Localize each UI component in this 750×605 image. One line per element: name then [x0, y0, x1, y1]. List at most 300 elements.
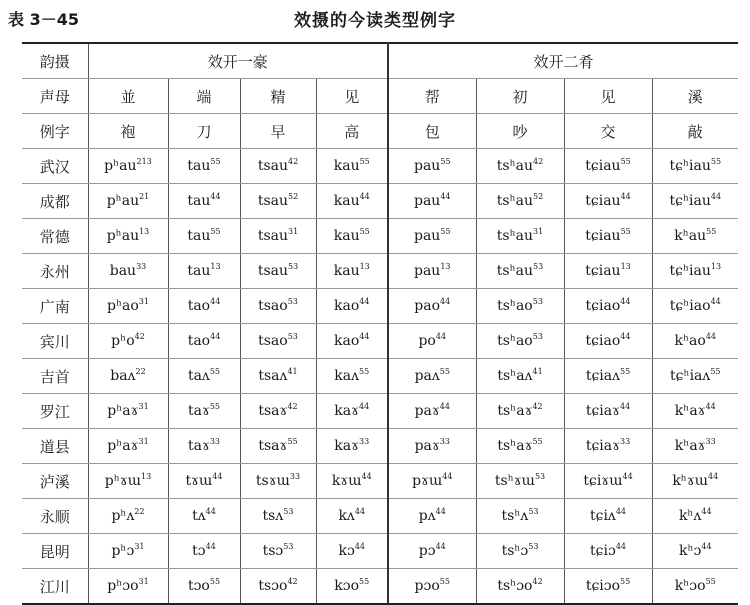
- place-name-cell: 宾川: [22, 324, 88, 359]
- example-char-cell: 高: [316, 114, 388, 149]
- tone-value: 53: [283, 507, 294, 516]
- reading-cell: [388, 359, 476, 394]
- reading-syllable: pau: [414, 228, 441, 244]
- reading-syllable: pʰau: [106, 228, 140, 244]
- header-row-initial: [22, 79, 738, 114]
- reading-cell: [168, 359, 240, 394]
- tone-value: 44: [205, 542, 216, 551]
- reading-cell: [168, 394, 240, 429]
- reading-syllable: kaʌ: [334, 368, 360, 384]
- reading-cell: [240, 569, 316, 605]
- reading-cell: [476, 149, 564, 184]
- reading-cell: [652, 569, 738, 605]
- tone-value: 55: [439, 367, 450, 376]
- reading-cell: [168, 464, 240, 499]
- example-char-cell: 交: [564, 114, 652, 149]
- tone-value: 55: [359, 227, 370, 236]
- reading-syllable: tsaɤ: [258, 438, 288, 454]
- place-name-cell: 罗江: [22, 394, 88, 429]
- tone-value: 33: [439, 437, 450, 446]
- reading-cell: [316, 429, 388, 464]
- reading-syllable: pɔo: [414, 578, 440, 594]
- reading-cell: [652, 289, 738, 324]
- group-header-2: 效开二肴: [388, 43, 738, 79]
- reading-syllable: kau: [333, 193, 360, 209]
- example-char-cell: 早: [240, 114, 316, 149]
- reading-syllable: kʰau: [674, 228, 707, 244]
- place-name-cell: 昆明: [22, 534, 88, 569]
- reading-cell: [652, 254, 738, 289]
- tone-value: 31: [138, 402, 149, 411]
- reading-cell: [168, 184, 240, 219]
- reading-syllable: pʰau: [106, 193, 140, 209]
- example-char-cell: 吵: [476, 114, 564, 149]
- reading-cell: [168, 324, 240, 359]
- reading-cell: [476, 219, 564, 254]
- reading-cell: [88, 499, 168, 534]
- tone-value: 31: [533, 227, 544, 236]
- reading-syllable: pʰaɤ: [107, 438, 139, 454]
- reading-syllable: tsʰau: [496, 263, 534, 279]
- tone-value: 13: [139, 227, 150, 236]
- reading-cell: [240, 429, 316, 464]
- reading-syllable: tɕiao: [585, 333, 621, 349]
- reading-cell: [564, 289, 652, 324]
- reading-syllable: kʌ: [338, 508, 355, 524]
- reading-cell: [564, 569, 652, 605]
- tone-value: 42: [134, 332, 145, 341]
- reading-cell: [564, 149, 652, 184]
- tone-value: 13: [440, 262, 451, 271]
- reading-cell: [88, 429, 168, 464]
- tone-value: 44: [701, 542, 712, 551]
- tone-value: 55: [620, 577, 631, 586]
- reading-cell: [316, 499, 388, 534]
- reading-syllable: kaɤ: [334, 403, 360, 419]
- table-row: [22, 324, 738, 359]
- reading-syllable: kaɤ: [334, 438, 360, 454]
- reading-syllable: tʌ: [192, 508, 206, 524]
- reading-cell: [240, 219, 316, 254]
- tone-value: 44: [361, 472, 372, 481]
- reading-syllable: tɕiaɤ: [585, 403, 621, 419]
- tone-value: 53: [283, 542, 294, 551]
- reading-cell: [240, 254, 316, 289]
- tone-value: 55: [209, 402, 221, 411]
- reading-syllable: tsao: [258, 298, 288, 314]
- tone-value: 42: [288, 157, 299, 166]
- table-title: 效摄的今读类型例字: [294, 11, 456, 31]
- tone-value: 41: [532, 367, 543, 376]
- reading-cell: [476, 324, 564, 359]
- reading-cell: [316, 359, 388, 394]
- reading-cell: [476, 534, 564, 569]
- tone-value: 55: [440, 227, 451, 236]
- tone-value: 33: [209, 437, 221, 446]
- tone-value: 53: [528, 542, 539, 551]
- tone-value: 53: [534, 472, 546, 481]
- initial-cell: 端: [168, 79, 240, 114]
- tone-value: 44: [210, 192, 221, 201]
- reading-cell: [316, 464, 388, 499]
- tone-value: 42: [287, 577, 298, 586]
- reading-cell: [240, 324, 316, 359]
- tone-value: 44: [354, 507, 366, 516]
- table-number: 表 3－45: [8, 10, 79, 29]
- reading-syllable: kɔ: [338, 543, 355, 559]
- reading-cell: [88, 569, 168, 605]
- reading-cell: [168, 569, 240, 605]
- tone-value: 33: [289, 472, 301, 481]
- tone-value: 213: [136, 157, 152, 166]
- reading-cell: [388, 499, 476, 534]
- reading-cell: [88, 324, 168, 359]
- reading-cell: [564, 394, 652, 429]
- table-row: [22, 394, 738, 429]
- tone-value: 44: [439, 402, 450, 411]
- reading-syllable: tɕiau: [585, 158, 621, 174]
- reading-cell: [316, 219, 388, 254]
- tone-value: 55: [706, 227, 717, 236]
- reading-syllable: baʌ: [110, 368, 136, 384]
- reading-syllable: tsʰaʌ: [497, 368, 533, 384]
- reading-syllable: tsʰɔo: [497, 578, 533, 594]
- reading-cell: [316, 254, 388, 289]
- tone-value: 13: [141, 472, 152, 481]
- reading-cell: [88, 184, 168, 219]
- tone-value: 44: [620, 402, 631, 411]
- reading-syllable: kʰao: [674, 333, 706, 349]
- reading-syllable: pʰɤɯ: [104, 473, 141, 489]
- tone-value: 44: [440, 192, 451, 201]
- reading-syllable: paɤ: [414, 403, 440, 419]
- tone-value: 55: [210, 157, 221, 166]
- place-name-cell: 吉首: [22, 359, 88, 394]
- table-row: [22, 184, 738, 219]
- tone-value: 33: [620, 437, 631, 446]
- reading-cell: [168, 254, 240, 289]
- tone-value: 44: [710, 192, 722, 201]
- tone-value: 44: [210, 332, 221, 341]
- reading-syllable: pao: [414, 298, 441, 314]
- reading-syllable: pau: [414, 158, 441, 174]
- reading-cell: [388, 464, 476, 499]
- reading-cell: [388, 569, 476, 605]
- tone-value: 44: [205, 507, 216, 516]
- reading-syllable: tɔ: [192, 543, 206, 559]
- table-row: [22, 289, 738, 324]
- reading-cell: [316, 184, 388, 219]
- reading-cell: [168, 534, 240, 569]
- reading-syllable: tɕʰiaʌ: [670, 368, 711, 384]
- reading-syllable: paʌ: [414, 368, 440, 384]
- reading-syllable: kʰɔo: [674, 578, 706, 594]
- reading-cell: [476, 464, 564, 499]
- reading-syllable: pʰo: [111, 333, 135, 349]
- tone-value: 55: [710, 367, 721, 376]
- reading-syllable: pau: [414, 263, 441, 279]
- reading-cell: [388, 534, 476, 569]
- tone-value: 42: [532, 402, 543, 411]
- reading-syllable: kao: [334, 298, 360, 314]
- tone-value: 55: [287, 437, 298, 446]
- tone-value: 44: [620, 297, 631, 306]
- dialect-table: [22, 42, 738, 605]
- reading-cell: [88, 254, 168, 289]
- reading-syllable: kʰɔ: [678, 543, 702, 559]
- reading-syllable: tɕiɔ: [590, 543, 616, 559]
- reading-cell: [168, 289, 240, 324]
- rhyme-label: 韵摄: [22, 43, 88, 79]
- reading-syllable: tɔo: [187, 578, 210, 594]
- tone-value: 13: [620, 262, 631, 271]
- reading-cell: [88, 289, 168, 324]
- reading-syllable: tɕiɤɯ: [583, 473, 623, 489]
- reading-syllable: taɤ: [187, 438, 210, 454]
- reading-cell: [168, 429, 240, 464]
- tone-value: 44: [620, 332, 631, 341]
- tone-value: 44: [435, 507, 446, 516]
- reading-syllable: kʰʌ: [678, 508, 702, 524]
- table-caption: [0, 0, 750, 40]
- initial-cell: 见: [316, 79, 388, 114]
- example-label: 例字: [22, 114, 88, 149]
- tone-value: 44: [710, 297, 721, 306]
- reading-syllable: tao: [187, 298, 211, 314]
- reading-syllable: pɤɯ: [412, 473, 443, 489]
- tone-value: 44: [440, 297, 451, 306]
- reading-syllable: tɕiʌ: [589, 508, 616, 524]
- reading-cell: [88, 219, 168, 254]
- reading-syllable: tsʌ: [262, 508, 284, 524]
- initial-cell: 精: [240, 79, 316, 114]
- tone-value: 53: [288, 262, 299, 271]
- tone-value: 44: [701, 507, 712, 516]
- reading-syllable: pʰao: [107, 298, 139, 314]
- tone-value: 44: [620, 192, 631, 201]
- tone-value: 53: [533, 262, 544, 271]
- tone-value: 55: [710, 157, 722, 166]
- reading-syllable: tsʰao: [497, 333, 533, 349]
- reading-syllable: tɕiau: [585, 263, 621, 279]
- initial-cell: 见: [564, 79, 652, 114]
- reading-cell: [168, 499, 240, 534]
- reading-syllable: kɔo: [334, 578, 360, 594]
- place-name-cell: 武汉: [22, 149, 88, 184]
- reading-syllable: tao: [187, 333, 211, 349]
- reading-cell: [240, 464, 316, 499]
- tone-value: 31: [288, 227, 299, 236]
- tone-value: 44: [359, 402, 370, 411]
- reading-syllable: tsʰau: [496, 228, 534, 244]
- reading-cell: [240, 534, 316, 569]
- reading-cell: [168, 149, 240, 184]
- tone-value: 53: [532, 332, 543, 341]
- reading-syllable: kʰaɤ: [674, 403, 706, 419]
- reading-syllable: tau: [187, 193, 211, 209]
- reading-cell: [388, 324, 476, 359]
- place-name-cell: 常德: [22, 219, 88, 254]
- reading-cell: [476, 254, 564, 289]
- reading-cell: [388, 254, 476, 289]
- reading-cell: [652, 359, 738, 394]
- tone-value: 53: [528, 507, 539, 516]
- tone-value: 44: [354, 542, 366, 551]
- tone-value: 44: [705, 402, 716, 411]
- reading-syllable: tsɔ: [262, 543, 284, 559]
- reading-syllable: tɕiaɤ: [585, 438, 621, 454]
- reading-cell: [652, 219, 738, 254]
- reading-cell: [476, 569, 564, 605]
- reading-cell: [88, 534, 168, 569]
- reading-syllable: tɕiau: [585, 228, 621, 244]
- tone-value: 42: [287, 402, 298, 411]
- reading-cell: [564, 464, 652, 499]
- reading-cell: [652, 184, 738, 219]
- reading-syllable: tsʰɔ: [501, 543, 529, 559]
- place-name-cell: 泸溪: [22, 464, 88, 499]
- tone-value: 31: [138, 437, 149, 446]
- table-row: [22, 359, 738, 394]
- reading-syllable: tsɔo: [258, 578, 288, 594]
- reading-syllable: po: [418, 333, 436, 349]
- reading-syllable: tsʰau: [496, 193, 534, 209]
- reading-syllable: tsʰɤɯ: [494, 473, 535, 489]
- reading-cell: [316, 149, 388, 184]
- tone-value: 53: [287, 332, 298, 341]
- place-name-cell: 道县: [22, 429, 88, 464]
- tone-value: 31: [138, 297, 149, 306]
- tone-value: 55: [209, 577, 221, 586]
- reading-cell: [388, 219, 476, 254]
- reading-cell: [88, 359, 168, 394]
- table-row: [22, 499, 738, 534]
- reading-cell: [476, 499, 564, 534]
- example-char-cell: 敲: [652, 114, 738, 149]
- reading-cell: [564, 254, 652, 289]
- initial-label: 声母: [22, 79, 88, 114]
- tone-value: 55: [705, 577, 716, 586]
- tone-value: 44: [615, 507, 627, 516]
- tone-value: 44: [210, 297, 221, 306]
- tone-value: 44: [212, 472, 223, 481]
- reading-cell: [88, 149, 168, 184]
- reading-cell: [240, 359, 316, 394]
- tone-value: 52: [533, 192, 544, 201]
- tone-value: 53: [532, 297, 543, 306]
- reading-syllable: kau: [333, 263, 360, 279]
- tone-value: 31: [138, 577, 149, 586]
- tone-value: 44: [435, 542, 446, 551]
- tone-value: 52: [288, 192, 299, 201]
- reading-syllable: taɤ: [187, 403, 210, 419]
- example-char-cell: 刀: [168, 114, 240, 149]
- place-name-cell: 永顺: [22, 499, 88, 534]
- reading-syllable: kʰɤɯ: [672, 473, 709, 489]
- tone-value: 55: [359, 577, 370, 586]
- reading-cell: [652, 394, 738, 429]
- reading-syllable: tɕiaʌ: [585, 368, 621, 384]
- tone-value: 44: [359, 297, 370, 306]
- reading-cell: [652, 534, 738, 569]
- tone-value: 55: [359, 367, 370, 376]
- place-name-cell: 成都: [22, 184, 88, 219]
- initial-cell: 初: [476, 79, 564, 114]
- reading-cell: [388, 289, 476, 324]
- tone-value: 55: [439, 577, 450, 586]
- reading-syllable: kau: [333, 158, 360, 174]
- tone-value: 44: [359, 192, 370, 201]
- tone-value: 55: [620, 157, 631, 166]
- tone-value: 55: [209, 367, 221, 376]
- reading-cell: [240, 184, 316, 219]
- reading-syllable: tɤɯ: [185, 473, 213, 489]
- reading-syllable: tsau: [257, 228, 288, 244]
- reading-cell: [476, 394, 564, 429]
- reading-syllable: pɔ: [418, 543, 436, 559]
- reading-syllable: tau: [187, 263, 211, 279]
- tone-value: 55: [210, 227, 221, 236]
- table-row: [22, 254, 738, 289]
- tone-value: 22: [135, 367, 146, 376]
- reading-cell: [240, 499, 316, 534]
- tone-value: 44: [615, 542, 626, 551]
- tone-value: 42: [532, 577, 543, 586]
- reading-cell: [316, 534, 388, 569]
- tone-value: 13: [359, 262, 370, 271]
- tone-value: 21: [139, 192, 150, 201]
- reading-syllable: pʰaɤ: [107, 403, 139, 419]
- reading-syllable: tsaʌ: [258, 368, 288, 384]
- reading-syllable: pʰʌ: [111, 508, 135, 524]
- reading-syllable: tɕiao: [585, 298, 621, 314]
- reading-cell: [476, 184, 564, 219]
- tone-value: 13: [710, 262, 722, 271]
- reading-cell: [564, 359, 652, 394]
- reading-syllable: kʰaɤ: [674, 438, 706, 454]
- tone-value: 44: [435, 332, 447, 341]
- reading-syllable: tsʰaɤ: [497, 403, 533, 419]
- tone-value: 33: [705, 437, 716, 446]
- reading-syllable: pʌ: [418, 508, 436, 524]
- place-name-cell: 江川: [22, 569, 88, 605]
- tone-value: 31: [134, 542, 145, 551]
- reading-syllable: tsɤɯ: [255, 473, 290, 489]
- reading-syllable: tɕʰiau: [669, 193, 711, 209]
- reading-syllable: tɕʰiau: [669, 158, 711, 174]
- reading-syllable: tsau: [257, 158, 288, 174]
- reading-syllable: tsʰʌ: [501, 508, 529, 524]
- reading-syllable: tsaɤ: [258, 403, 288, 419]
- reading-syllable: tsʰau: [496, 158, 534, 174]
- reading-cell: [564, 184, 652, 219]
- reading-syllable: tau: [187, 228, 211, 244]
- tone-value: 55: [620, 227, 631, 236]
- initial-cell: 帮: [388, 79, 476, 114]
- reading-syllable: pʰɔo: [107, 578, 139, 594]
- header-row-rhyme: [22, 43, 738, 79]
- reading-syllable: tɕiau: [585, 193, 621, 209]
- tone-value: 44: [708, 472, 719, 481]
- example-char-cell: 袍: [88, 114, 168, 149]
- tone-value: 44: [359, 332, 370, 341]
- reading-cell: [240, 289, 316, 324]
- table-row: [22, 219, 738, 254]
- reading-cell: [388, 394, 476, 429]
- tone-value: 53: [287, 297, 298, 306]
- reading-syllable: pau: [414, 193, 441, 209]
- reading-cell: [652, 429, 738, 464]
